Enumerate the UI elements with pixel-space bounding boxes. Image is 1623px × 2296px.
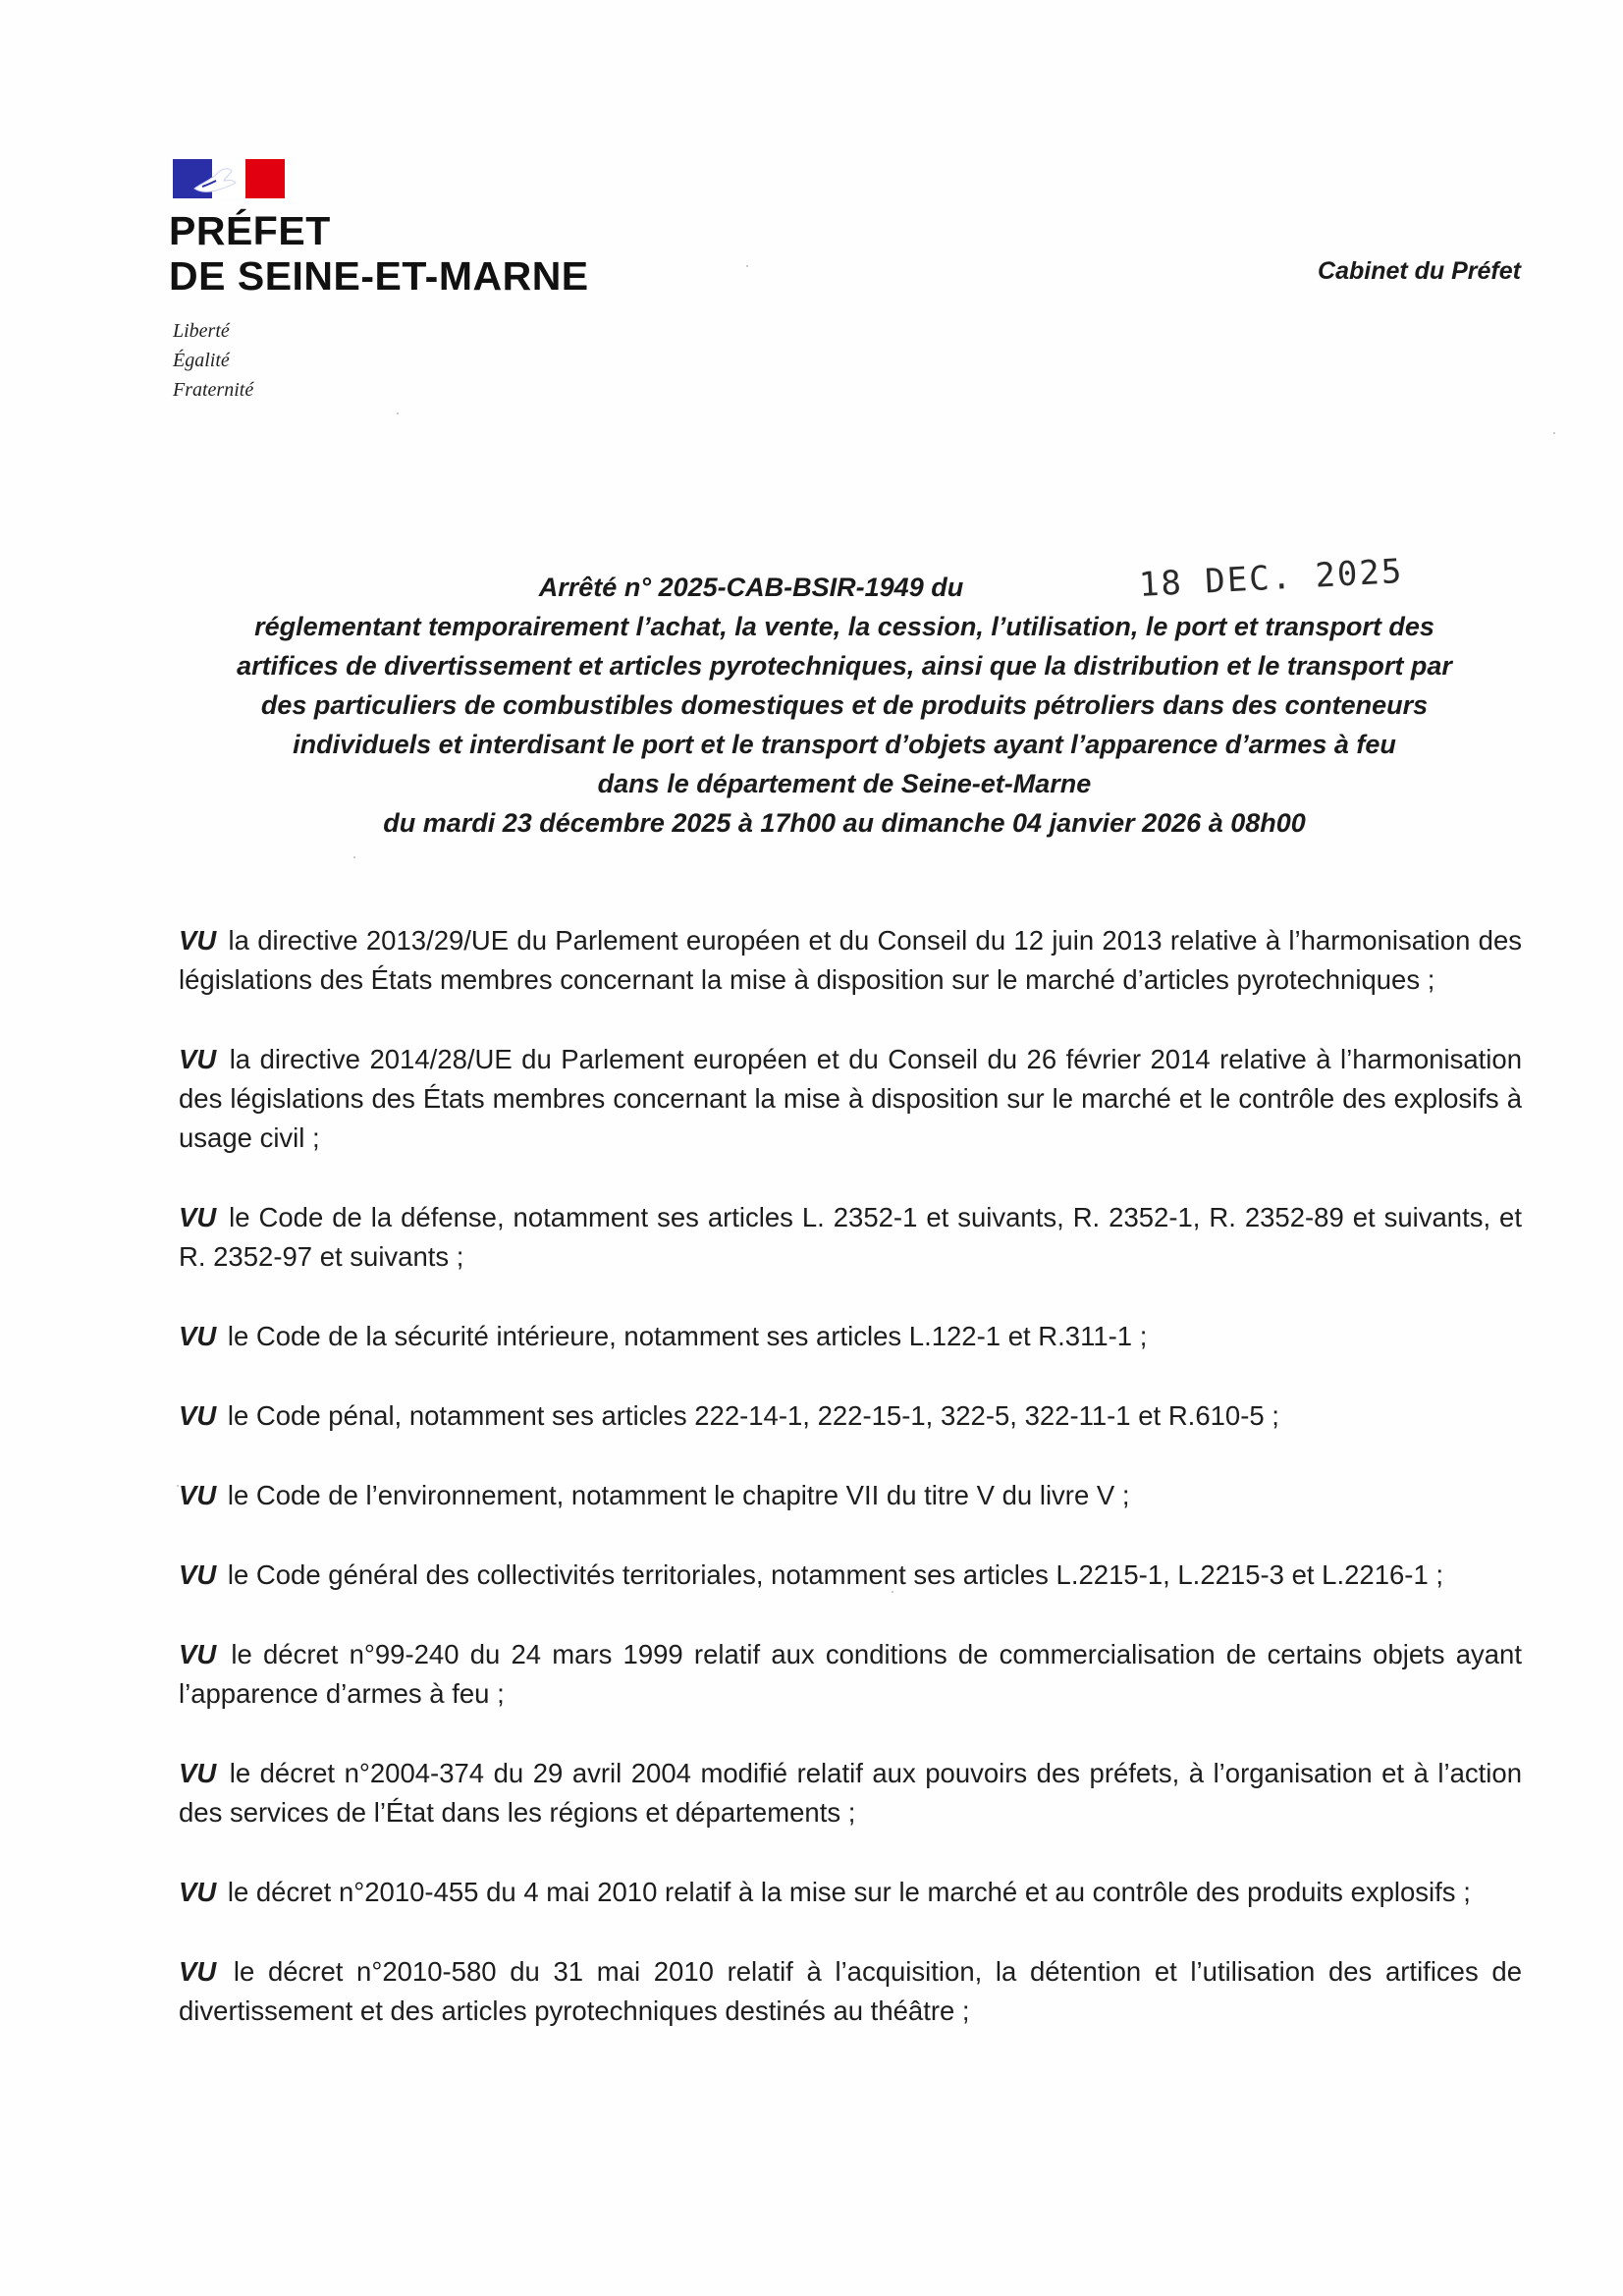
decree-title xyxy=(147,568,1542,843)
consideration-text: le Code général des collectivités territoriales, notamment ses articles L.2215-1, L.2215-3 et L.2216-1 ; xyxy=(227,1559,1444,1590)
vu-label: VU xyxy=(179,1956,217,1987)
consideration-item xyxy=(179,1754,1522,1832)
republic-motto xyxy=(173,316,253,405)
issuing-service: Cabinet du Préfet xyxy=(1318,257,1521,285)
consideration-text: le décret n°99-240 du 24 mars 1999 relatif aux conditions de commercialisation de certains objets ayant l’apparence d’armes à feu ; xyxy=(179,1639,1522,1709)
considerations-list xyxy=(179,921,1522,2071)
prefecture-line-1: PRÉFET xyxy=(169,208,331,253)
date-stamp: 18 DEC. 2025 xyxy=(1137,551,1405,605)
scan-speck xyxy=(177,1485,179,1487)
vu-label: VU xyxy=(179,1877,217,1907)
decree-period: du mardi 23 décembre 2025 à 17h00 au dimanche 04 janvier 2026 à 08h00 xyxy=(383,808,1306,838)
consideration-text: le décret n°2010-580 du 31 mai 2010 relatif à l’acquisition, la détention et l’utilisation des artifices de divertissement et des articles pyrotechniques destinés au théâtre ; xyxy=(179,1956,1522,2026)
consideration-item xyxy=(179,1476,1522,1515)
scan-speck xyxy=(1553,432,1555,434)
motto-liberte: Liberté xyxy=(173,320,230,342)
vu-label: VU xyxy=(179,1639,217,1669)
consideration-item xyxy=(179,1317,1522,1356)
vu-label: VU xyxy=(179,1400,217,1431)
vu-label: VU xyxy=(179,1044,217,1074)
consideration-text: le Code de la défense, notamment ses articles L. 2352-1 et suivants, R. 2352-1, R. 2352-89 et suivants, et R. 2352-97 et suivants ; xyxy=(179,1202,1522,1272)
vu-label: VU xyxy=(179,1202,217,1232)
decree-number: Arrêté n° 2025-CAB-BSIR-1949 du xyxy=(538,573,964,602)
prefecture-name xyxy=(169,208,589,299)
vu-label: VU xyxy=(179,1758,217,1788)
scan-speck xyxy=(397,412,399,414)
consideration-text: le Code pénal, notamment ses articles 222-14-1, 222-15-1, 322-5, 322-11-1 et R.610-5 ; xyxy=(227,1400,1279,1431)
scan-speck xyxy=(746,265,748,267)
decree-title-line: artifices de divertissement et articles pyrotechniques, ainsi que la distribution et le transport par xyxy=(237,651,1452,681)
motto-fraternite: Fraternité xyxy=(173,379,254,401)
scan-speck xyxy=(353,856,355,858)
vu-label: VU xyxy=(179,1321,217,1351)
consideration-item xyxy=(179,921,1522,1000)
consideration-text: la directive 2014/28/UE du Parlement européen et du Conseil du 26 février 2014 relative à l’harmonisation des législations des États membres concernant la mise à disposition sur le marché et le contrôle des explosifs à usage civil ; xyxy=(179,1044,1523,1153)
consideration-text: le Code de l’environnement, notamment le chapitre VII du titre V du livre V ; xyxy=(227,1480,1130,1510)
marianne-logo-icon xyxy=(173,159,285,198)
consideration-item xyxy=(179,1952,1522,2031)
prefecture-line-2: DE SEINE-ET-MARNE xyxy=(169,253,589,299)
vu-label: VU xyxy=(179,1559,217,1590)
consideration-item xyxy=(179,1556,1522,1595)
consideration-item xyxy=(179,1040,1522,1158)
consideration-text: le décret n°2010-455 du 4 mai 2010 relatif à la mise sur le marché et au contrôle des produits explosifs ; xyxy=(227,1877,1471,1907)
consideration-text: le décret n°2004-374 du 29 avril 2004 modifié relatif aux pouvoirs des préfets, à l’organisation et à l’action des services de l’État dans les régions et départements ; xyxy=(179,1758,1522,1828)
consideration-item xyxy=(179,1198,1522,1277)
decree-title-line: des particuliers de combustibles domestiques et de produits pétroliers dans des conteneurs xyxy=(260,690,1429,720)
consideration-item xyxy=(179,1873,1522,1912)
decree-title-line: dans le département de Seine-et-Marne xyxy=(597,769,1092,798)
vu-label: VU xyxy=(179,925,217,956)
consideration-text: la directive 2013/29/UE du Parlement européen et du Conseil du 12 juin 2013 relative à l’harmonisation des législations des États membres concernant la mise à disposition sur le marché d’articles pyrotechniques ; xyxy=(179,925,1522,995)
consideration-item xyxy=(179,1635,1522,1714)
consideration-item xyxy=(179,1396,1522,1436)
consideration-text: le Code de la sécurité intérieure, notamment ses articles L.122-1 et R.311-1 ; xyxy=(227,1321,1148,1351)
motto-egalite: Égalité xyxy=(173,350,230,371)
vu-label: VU xyxy=(179,1480,217,1510)
decree-title-line: individuels et interdisant le port et le transport d’objets ayant l’apparence d’armes à feu xyxy=(293,730,1396,759)
scan-speck xyxy=(892,1591,893,1593)
decree-title-line: réglementant temporairement l’achat, la vente, la cession, l’utilisation, le port et transport des xyxy=(254,612,1434,641)
